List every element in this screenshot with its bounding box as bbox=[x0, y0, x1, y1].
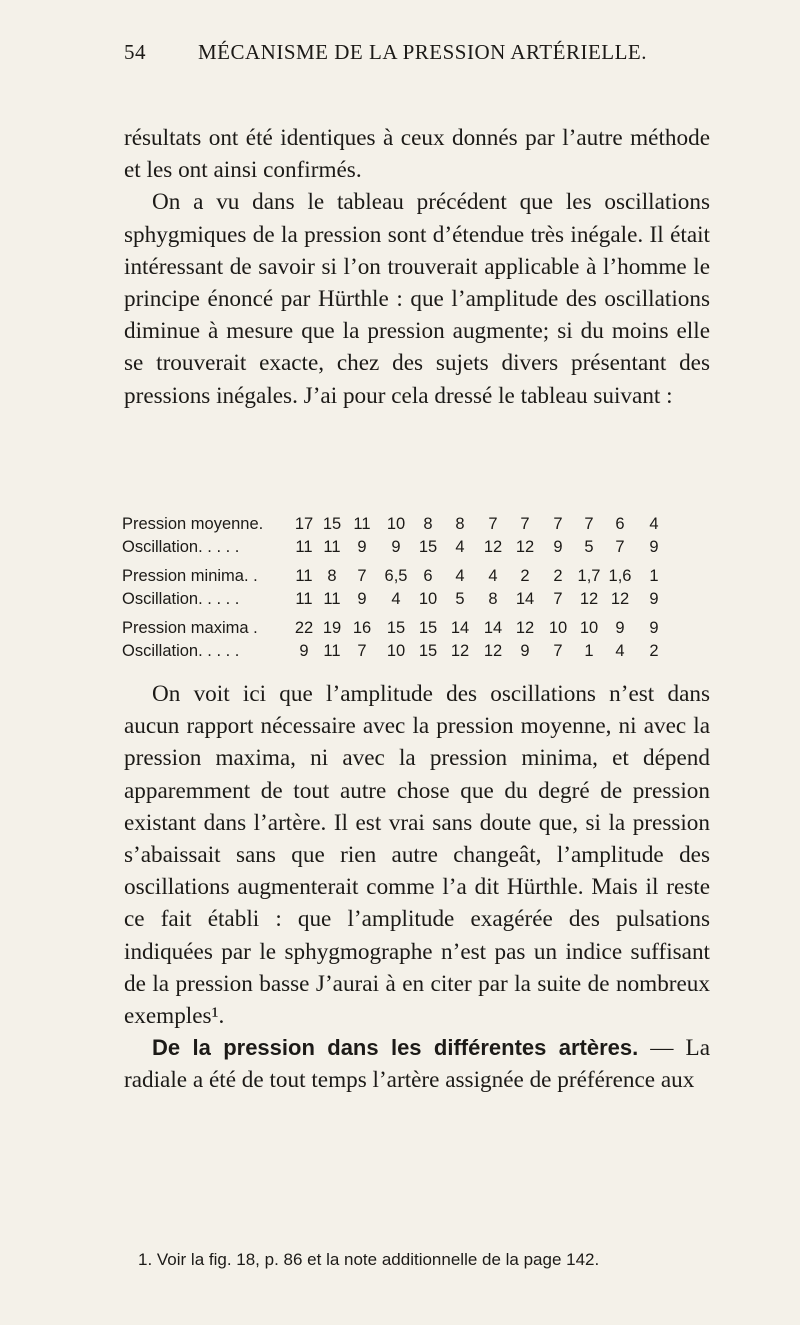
table-cell: 9 bbox=[649, 619, 659, 637]
row-label: Pression minima. . bbox=[122, 567, 258, 585]
table-cell: 4 bbox=[391, 590, 401, 608]
table-cell: 2 bbox=[649, 642, 659, 660]
table-cell: 8 bbox=[455, 515, 465, 533]
table-cell: 9 bbox=[391, 538, 401, 556]
table-row bbox=[122, 588, 722, 611]
table-cell: 2 bbox=[520, 567, 530, 585]
table-cell: 4 bbox=[488, 567, 498, 585]
table-cell: 5 bbox=[584, 538, 594, 556]
table-cell: 11 bbox=[295, 590, 313, 608]
table-cell: 4 bbox=[615, 642, 625, 660]
table-row bbox=[122, 617, 722, 640]
table-cell: 7 bbox=[584, 515, 594, 533]
table-cell: 14 bbox=[450, 619, 470, 637]
table-cell: 9 bbox=[357, 538, 367, 556]
pressure-table bbox=[122, 513, 722, 663]
table-cell: 12 bbox=[515, 619, 535, 637]
table-cell: 4 bbox=[455, 567, 465, 585]
table-cell: 22 bbox=[294, 619, 314, 637]
table-cell: 9 bbox=[649, 538, 659, 556]
footnote: 1. Voir la fig. 18, p. 86 et la note additionnelle de la page 142. bbox=[138, 1250, 600, 1269]
table-cell: 7 bbox=[553, 590, 563, 608]
paragraph-2: On a vu dans le tableau précédent que les oscillations sphygmiques de la pression sont d’étendue très inégale. Il était intéressant de savoir si l’on trouverait applicable à l’homme le principe énoncé par Hürthle : que l’amplitude des oscillations diminue à mesure que la pression augmente; si du moins elle se trouverait exacte, chez des sujets divers présentant des pressions inégales. J’ai pour cela dressé le tableau suivant : bbox=[124, 189, 710, 409]
table-cell: 11 bbox=[323, 642, 341, 660]
table-cell: 12 bbox=[483, 538, 503, 556]
table-cell: 12 bbox=[450, 642, 470, 660]
table-cell: 17 bbox=[294, 515, 314, 533]
table-cell: 9 bbox=[520, 642, 530, 660]
table-cell: 2 bbox=[553, 567, 563, 585]
page-number: 54 bbox=[124, 40, 146, 64]
table-cell: 1,7 bbox=[577, 567, 601, 585]
table-cell: 7 bbox=[615, 538, 625, 556]
body-text-top bbox=[124, 122, 710, 412]
paragraph-3: On voit ici que l’amplitude des oscillations n’est dans aucun rapport nécessaire avec la pression moyenne, ni avec la pression maxima, ni avec la pression minima, et dépend apparemment de tout autre chose que du degré de pression existant dans l’artère. Il est vrai sans doute que, si la pression s’abaissait sans que rien autre changeât, l’amplitude des oscillations augmenterait comme l’a dit Hürthle. Mais il reste ce fait établi : que l’amplitude exagérée des pulsations indiquées par le sphygmographe n’est pas un indice suffisant de la pression basse J’aurai à en citer par la suite de nombreux exemples¹. bbox=[124, 681, 710, 1030]
table-cell: 19 bbox=[322, 619, 342, 637]
paragraph-4 bbox=[124, 1032, 710, 1096]
table-cell: 4 bbox=[649, 515, 659, 533]
table-cell: 5 bbox=[455, 590, 465, 608]
table-cell: 9 bbox=[649, 590, 659, 608]
table-cell: 14 bbox=[483, 619, 503, 637]
table-cell: 8 bbox=[488, 590, 498, 608]
table-cell: 10 bbox=[418, 590, 438, 608]
row-label: Oscillation. . . . . bbox=[122, 538, 240, 556]
table-cell: 7 bbox=[553, 515, 563, 533]
table-cell: 7 bbox=[520, 515, 530, 533]
table-cell: 12 bbox=[610, 590, 630, 608]
table-cell: 10 bbox=[386, 515, 406, 533]
table-cell: 16 bbox=[352, 619, 372, 637]
table-cell: 12 bbox=[579, 590, 599, 608]
table-cell: 9 bbox=[615, 619, 625, 637]
table-cell: 10 bbox=[579, 619, 599, 637]
table-cell: 10 bbox=[386, 642, 406, 660]
table-cell: 8 bbox=[327, 567, 337, 585]
table-cell: 9 bbox=[357, 590, 367, 608]
paragraph-4-text: — La radiale a été de tout temps l’artère assignée de préférence aux bbox=[124, 1035, 710, 1094]
table-cell: 11 bbox=[295, 567, 313, 585]
table-cell: 1,6 bbox=[608, 567, 632, 585]
row-label: Pression moyenne. bbox=[122, 515, 264, 533]
table-cell: 6 bbox=[423, 567, 433, 585]
table-cell: 8 bbox=[423, 515, 433, 533]
table-cell: 7 bbox=[553, 642, 563, 660]
table-cell: 11 bbox=[353, 515, 371, 533]
table-cell: 7 bbox=[357, 642, 367, 660]
table-cell: 9 bbox=[553, 538, 563, 556]
table-cell: 4 bbox=[455, 538, 465, 556]
body-text-bottom bbox=[124, 678, 710, 1097]
table-cell: 15 bbox=[418, 642, 438, 660]
row-label: Oscillation. . . . . bbox=[122, 642, 240, 660]
section-heading: De la pression dans les différentes artères. bbox=[152, 1035, 639, 1061]
table-cell: 12 bbox=[483, 642, 503, 660]
table-cell: 15 bbox=[418, 538, 438, 556]
table-cell: 6 bbox=[615, 515, 625, 533]
table-cell: 10 bbox=[548, 619, 568, 637]
table-cell: 11 bbox=[323, 590, 341, 608]
table-row bbox=[122, 536, 722, 559]
table-cell: 15 bbox=[322, 515, 342, 533]
running-title: MÉCANISME DE LA PRESSION ARTÉRIELLE. bbox=[198, 40, 648, 64]
table-cell: 15 bbox=[386, 619, 406, 637]
table-row bbox=[122, 640, 722, 663]
row-label: Oscillation. . . . . bbox=[122, 590, 240, 608]
table-cell: 12 bbox=[515, 538, 535, 556]
table-row bbox=[122, 565, 722, 588]
row-label: Pression maxima . bbox=[122, 619, 258, 637]
table-cell: 6,5 bbox=[384, 567, 408, 585]
table-cell: 1 bbox=[584, 642, 594, 660]
table-cell: 7 bbox=[488, 515, 498, 533]
table-cell: 14 bbox=[515, 590, 535, 608]
table-cell: 15 bbox=[418, 619, 438, 637]
paragraph-1: résultats ont été identiques à ceux donnés par l’autre méthode et les ont ainsi confirmés. bbox=[124, 125, 710, 184]
table-cell: 7 bbox=[357, 567, 367, 585]
table-cell: 9 bbox=[299, 642, 309, 660]
table-cell: 1 bbox=[649, 567, 659, 585]
table-cell: 11 bbox=[295, 538, 313, 556]
table-cell: 11 bbox=[323, 538, 341, 556]
table-row bbox=[122, 513, 722, 536]
